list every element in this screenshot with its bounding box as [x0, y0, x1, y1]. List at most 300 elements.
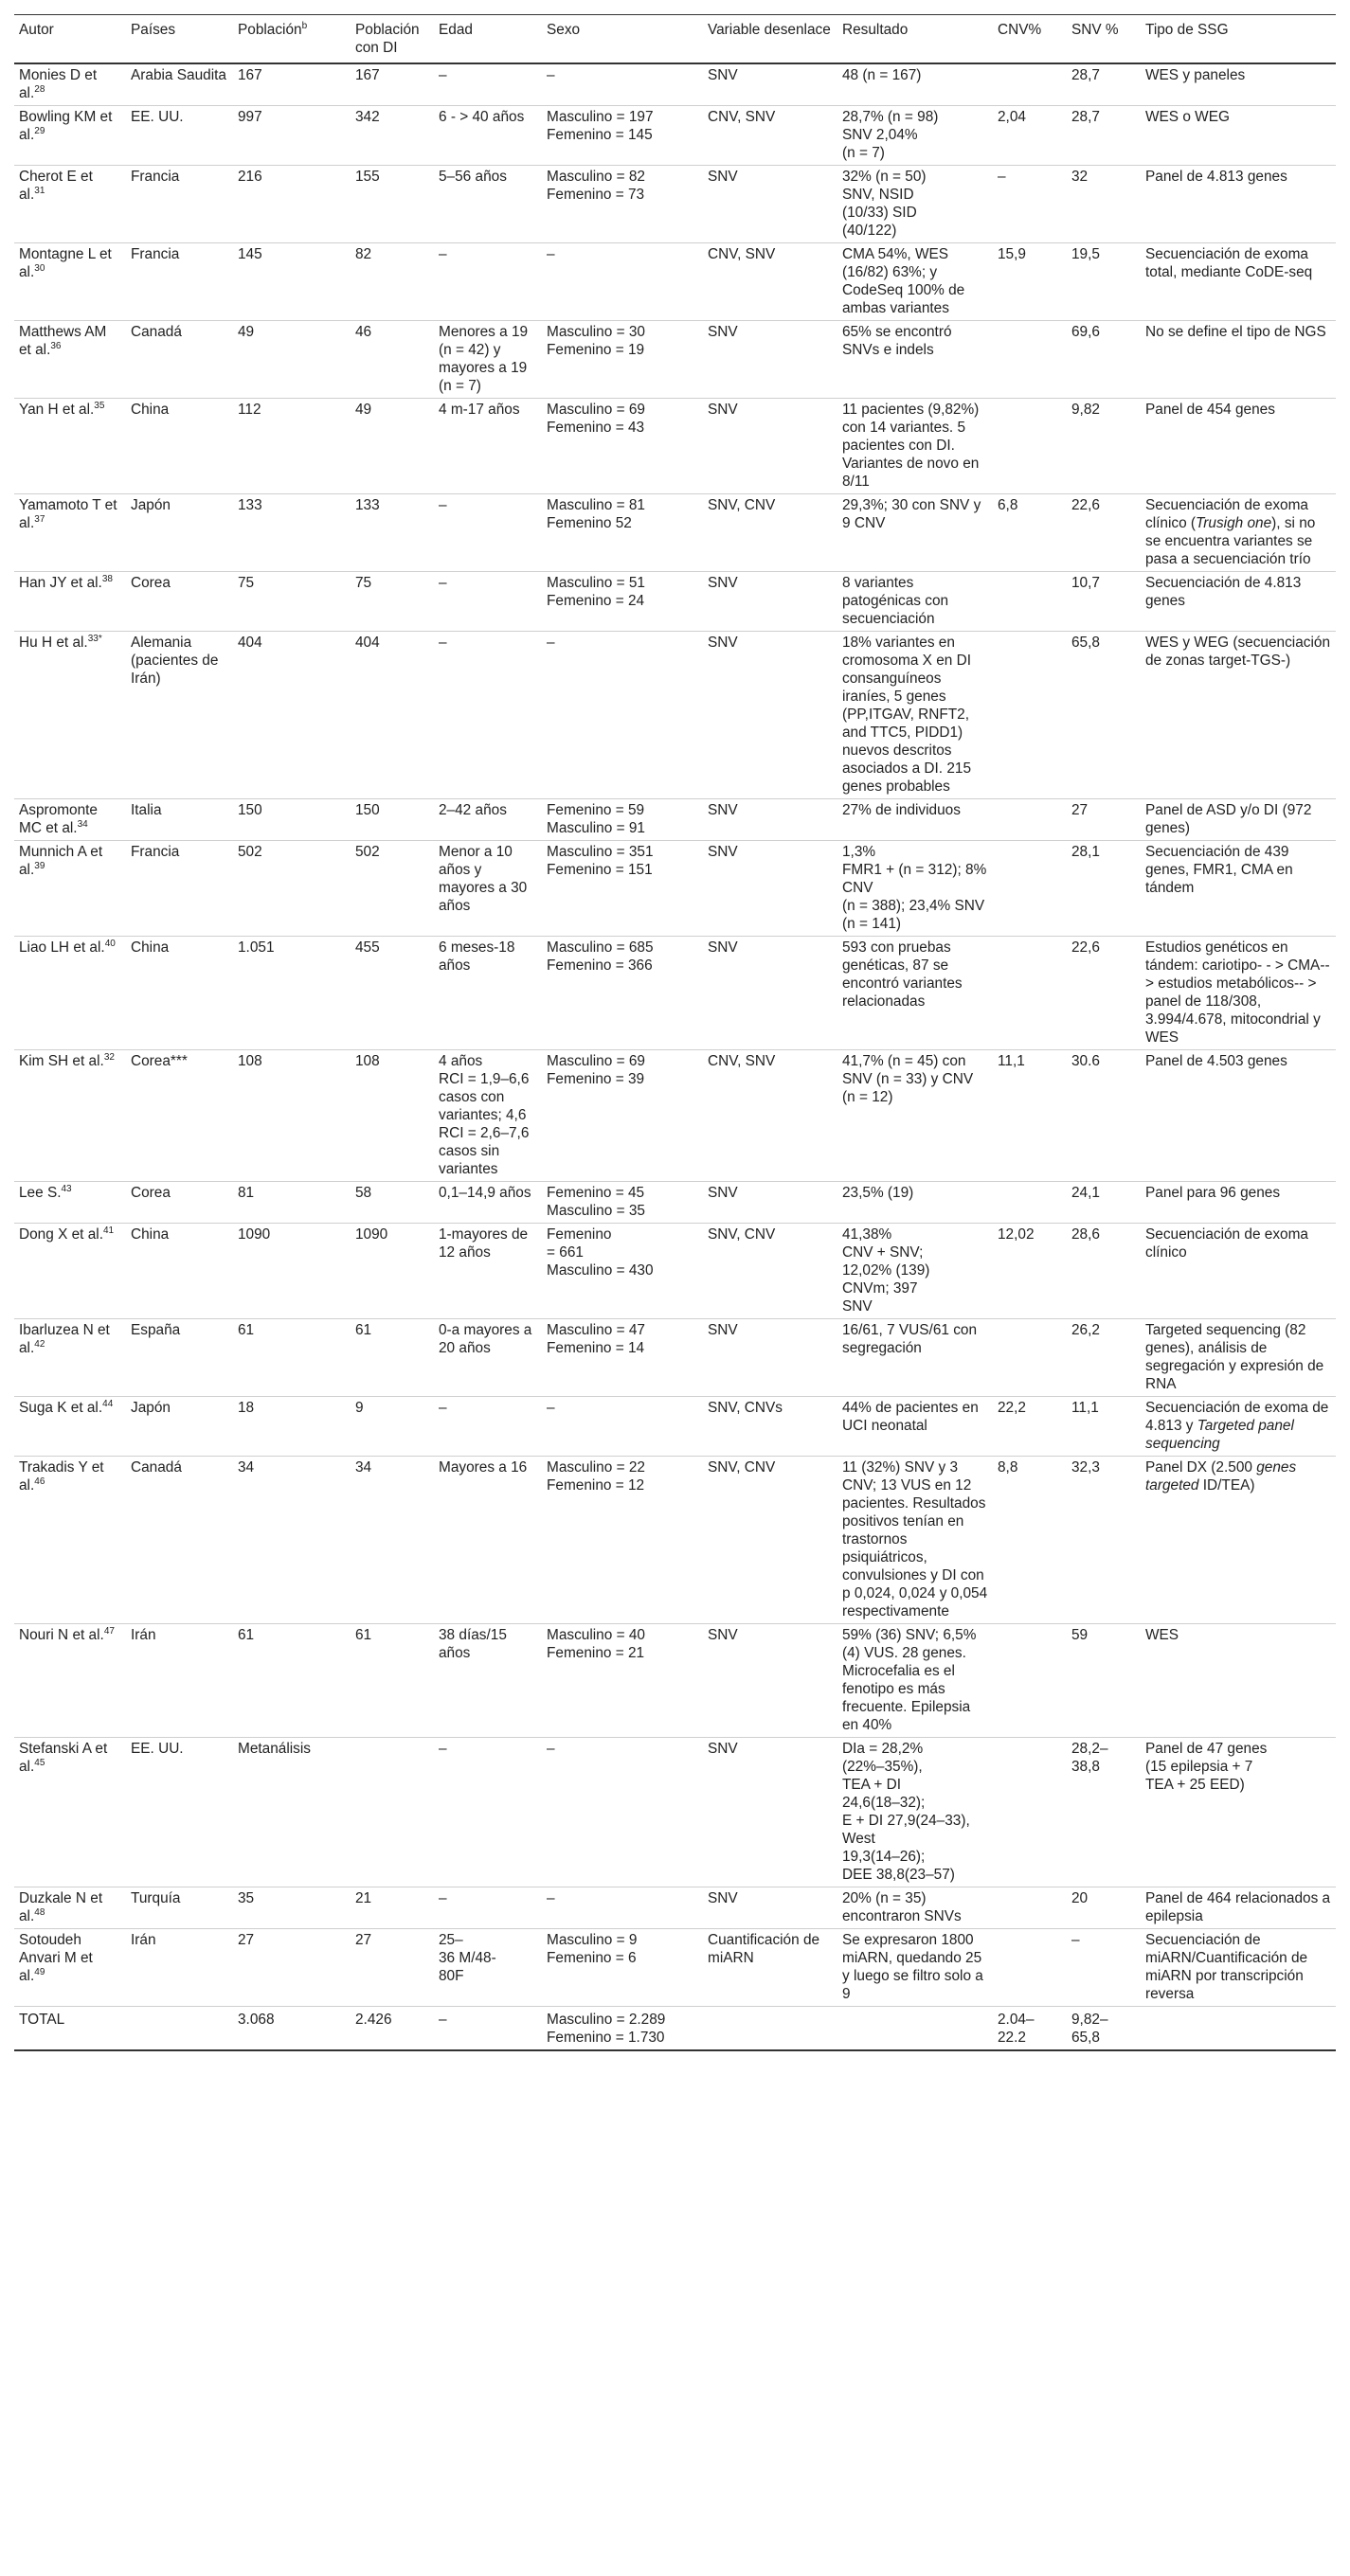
cell-variable: SNV [703, 1738, 837, 1887]
cell-tipo: Panel para 96 genes [1141, 1182, 1336, 1224]
tipo-text-pre: Secuenciación de exoma clínico ( [1145, 497, 1308, 531]
cell-pais: China [126, 937, 233, 1050]
cell-edad: Menor a 10 años y mayores a 30 años [434, 841, 542, 937]
cell-autor [14, 1624, 126, 1738]
cell-autor [14, 1319, 126, 1397]
cell-edad: 5–56 años [434, 166, 542, 243]
table-row [14, 1319, 1336, 1397]
cell-variable: SNV [703, 572, 837, 632]
table-row [14, 1887, 1336, 1929]
cell-poblacion-di [351, 1738, 434, 1887]
reference-number: 39 [34, 860, 45, 871]
cell-autor [14, 1457, 126, 1624]
cell-edad: 6 - > 40 años [434, 106, 542, 166]
total-tipo [1141, 2007, 1336, 2051]
reference-number: 38 [101, 573, 113, 584]
cell-sexo: Masculino = 51 Femenino = 24 [542, 572, 703, 632]
cell-autor [14, 494, 126, 572]
table-row [14, 106, 1336, 166]
header-snv: SNV % [1067, 15, 1141, 64]
cell-tipo [1141, 494, 1336, 572]
cell-cnv [993, 1929, 1067, 2007]
cell-tipo [1141, 1457, 1336, 1624]
cell-pais: Japón [126, 494, 233, 572]
author-name: Suga K et al. [19, 1400, 103, 1416]
cell-poblacion: 133 [233, 494, 351, 572]
cell-poblacion: 112 [233, 399, 351, 494]
cell-resultado: 27% de individuos [837, 799, 993, 841]
cell-cnv: 2,04 [993, 106, 1067, 166]
total-edad: – [434, 2007, 542, 2051]
cell-variable: SNV [703, 1887, 837, 1929]
cell-cnv [993, 1738, 1067, 1887]
cell-sexo: Masculino = 22 Femenino = 12 [542, 1457, 703, 1624]
cell-poblacion-di: 27 [351, 1929, 434, 2007]
reference-number: 28 [34, 83, 45, 95]
cell-snv: 30.6 [1067, 1050, 1141, 1182]
reference-number: 44 [102, 1398, 114, 1409]
cell-cnv [993, 1624, 1067, 1738]
cell-poblacion: 81 [233, 1182, 351, 1224]
cell-edad: – [434, 1738, 542, 1887]
tipo-text-pre: Panel DX (2.500 [1145, 1459, 1257, 1476]
tipo-text-pre: Secuenciación de exoma de 4.813 y [1145, 1400, 1329, 1434]
cell-snv: 28,7 [1067, 106, 1141, 166]
cell-resultado: 48 (n = 167) [837, 63, 993, 106]
cell-sexo: Masculino = 69 Femenino = 39 [542, 1050, 703, 1182]
cell-edad: – [434, 63, 542, 106]
cell-poblacion: 61 [233, 1624, 351, 1738]
cell-cnv [993, 632, 1067, 799]
cell-pais: Canadá [126, 321, 233, 399]
table-container [14, 14, 1336, 2051]
cell-edad: 4 m-17 años [434, 399, 542, 494]
cell-sexo: Masculino = 9 Femenino = 6 [542, 1929, 703, 2007]
reference-number: 46 [34, 1476, 45, 1487]
cell-poblacion-di: 61 [351, 1319, 434, 1397]
cell-variable: SNV, CNV [703, 1457, 837, 1624]
cell-snv: 9,82 [1067, 399, 1141, 494]
cell-resultado: CMA 54%, WES (16/82) 63%; y CodeSeq 100% de ambas variantes [837, 243, 993, 321]
header-resultado: Resultado [837, 15, 993, 64]
cell-poblacion-di: 455 [351, 937, 434, 1050]
cell-autor [14, 63, 126, 106]
cell-poblacion: 404 [233, 632, 351, 799]
cell-variable: SNV, CNV [703, 1224, 837, 1319]
reference-number: 36 [50, 340, 62, 351]
reference-number: 31 [34, 185, 45, 196]
cell-poblacion: 216 [233, 166, 351, 243]
cell-edad: – [434, 1887, 542, 1929]
reference-number: 43 [61, 1183, 72, 1194]
cell-tipo: Secuenciación de 439 genes, FMR1, CMA en tándem [1141, 841, 1336, 937]
cell-resultado: 32% (n = 50) SNV, NSID (10/33) SID (40/122) [837, 166, 993, 243]
total-pais [126, 2007, 233, 2051]
author-name: Sotoudeh Anvari M et al. [19, 1932, 93, 1984]
total-cnv: 2.04– 22.2 [993, 2007, 1067, 2051]
cell-autor [14, 1224, 126, 1319]
cell-pais: Turquía [126, 1887, 233, 1929]
cell-variable: SNV [703, 321, 837, 399]
cell-resultado: 11 (32%) SNV y 3 CNV; 13 VUS en 12 pacientes. Resultados positivos tenían en trastornos psiquiátricos, convulsiones y DI con p 0,024, 0,024 y 0,054 respectivamente [837, 1457, 993, 1624]
table-row [14, 494, 1336, 572]
cell-autor [14, 1397, 126, 1457]
header-poblacion [233, 15, 351, 64]
cell-poblacion: Metanálisis [233, 1738, 351, 1887]
cell-sexo: Masculino = 685 Femenino = 366 [542, 937, 703, 1050]
cell-resultado: 41,7% (n = 45) con SNV (n = 33) y CNV (n = 12) [837, 1050, 993, 1182]
cell-sexo: Masculino = 82 Femenino = 73 [542, 166, 703, 243]
cell-pais: Canadá [126, 1457, 233, 1624]
cell-autor [14, 799, 126, 841]
table-row [14, 243, 1336, 321]
cell-snv: 28,6 [1067, 1224, 1141, 1319]
cell-cnv: – [993, 166, 1067, 243]
table-row [14, 1397, 1336, 1457]
cell-cnv [993, 1182, 1067, 1224]
cell-sexo: – [542, 63, 703, 106]
cell-tipo: Estudios genéticos en tándem: cariotipo- - > CMA-- > estudios metabólicos-- > panel de 118/308, 3.994/4.678, mitocondrial y WES [1141, 937, 1336, 1050]
cell-edad: 6 meses-18 años [434, 937, 542, 1050]
cell-poblacion: 61 [233, 1319, 351, 1397]
reference-number: 32 [103, 1051, 115, 1063]
reference-number: 30 [34, 262, 45, 274]
total-poblacion-di: 2.426 [351, 2007, 434, 2051]
cell-pais: Francia [126, 841, 233, 937]
total-variable [703, 2007, 837, 2051]
cell-poblacion-di: 58 [351, 1182, 434, 1224]
author-name: Aspromonte MC et al. [19, 802, 98, 836]
cell-sexo: – [542, 1397, 703, 1457]
author-name: Dong X et al. [19, 1226, 103, 1243]
cell-cnv: 12,02 [993, 1224, 1067, 1319]
table-row [14, 1050, 1336, 1182]
cell-cnv [993, 799, 1067, 841]
cell-edad: 38 días/15 años [434, 1624, 542, 1738]
cell-cnv: 11,1 [993, 1050, 1067, 1182]
cell-poblacion: 35 [233, 1887, 351, 1929]
cell-pais: China [126, 1224, 233, 1319]
header-row [14, 15, 1336, 64]
cell-cnv: 8,8 [993, 1457, 1067, 1624]
cell-tipo: WES y paneles [1141, 63, 1336, 106]
cell-edad: – [434, 572, 542, 632]
cell-sexo: – [542, 1738, 703, 1887]
author-name: Munnich A et al. [19, 844, 103, 878]
header-poblacion-label: Población [238, 22, 302, 38]
reference-number: 34 [77, 818, 88, 830]
cell-autor [14, 1929, 126, 2007]
cell-resultado: 20% (n = 35) encontraron SNVs [837, 1887, 993, 1929]
cell-edad: Mayores a 16 [434, 1457, 542, 1624]
cell-pais: España [126, 1319, 233, 1397]
cell-pais: EE. UU. [126, 1738, 233, 1887]
cell-pais: Japón [126, 1397, 233, 1457]
cell-tipo: No se define el tipo de NGS [1141, 321, 1336, 399]
cell-pais: Irán [126, 1624, 233, 1738]
reference-number: 49 [34, 1966, 45, 1977]
cell-edad: – [434, 494, 542, 572]
cell-tipo: Panel de 464 relacionados a epilepsia [1141, 1887, 1336, 1929]
cell-poblacion: 502 [233, 841, 351, 937]
cell-poblacion-di: 502 [351, 841, 434, 937]
reference-number: 40 [104, 938, 116, 949]
cell-cnv [993, 1887, 1067, 1929]
cell-sexo: Masculino = 197 Femenino = 145 [542, 106, 703, 166]
cell-snv: 26,2 [1067, 1319, 1141, 1397]
cell-variable: CNV, SNV [703, 1050, 837, 1182]
table-header [14, 15, 1336, 64]
cell-variable: SNV [703, 937, 837, 1050]
table-row [14, 1929, 1336, 2007]
cell-poblacion-di: 108 [351, 1050, 434, 1182]
total-resultado [837, 2007, 993, 2051]
cell-resultado: 29,3%; 30 con SNV y 9 CNV [837, 494, 993, 572]
header-paises: Países [126, 15, 233, 64]
cell-snv: 28,1 [1067, 841, 1141, 937]
author-name: Yan H et al. [19, 402, 95, 418]
cell-cnv [993, 841, 1067, 937]
cell-variable: SNV [703, 841, 837, 937]
cell-poblacion: 1090 [233, 1224, 351, 1319]
cell-variable: SNV [703, 632, 837, 799]
cell-pais: Francia [126, 166, 233, 243]
table-row [14, 841, 1336, 937]
cell-variable: CNV, SNV [703, 106, 837, 166]
cell-resultado: 28,7% (n = 98) SNV 2,04% (n = 7) [837, 106, 993, 166]
cell-pais: China [126, 399, 233, 494]
cell-resultado: 593 con pruebas genéticas, 87 se encontró variantes relacionadas [837, 937, 993, 1050]
cell-sexo: Masculino = 30 Femenino = 19 [542, 321, 703, 399]
header-variable: Variable desenlace [703, 15, 837, 64]
tipo-text-italic: Trusigh one [1196, 515, 1272, 531]
cell-pais: Arabia Saudita [126, 63, 233, 106]
header-poblacion-footnote: b [301, 20, 308, 31]
cell-snv: 59 [1067, 1624, 1141, 1738]
cell-autor [14, 1182, 126, 1224]
cell-autor [14, 572, 126, 632]
author-name: Hu H et al. [19, 635, 88, 651]
table-row [14, 321, 1336, 399]
cell-pais: Corea*** [126, 1050, 233, 1182]
cell-pais: Italia [126, 799, 233, 841]
cell-cnv [993, 399, 1067, 494]
total-snv: 9,82– 65,8 [1067, 2007, 1141, 2051]
cell-autor [14, 106, 126, 166]
reference-number: 29 [34, 125, 45, 136]
author-name: Matthews AM et al. [19, 324, 107, 358]
cell-poblacion: 18 [233, 1397, 351, 1457]
cell-variable: SNV, CNVs [703, 1397, 837, 1457]
reference-number: 47 [103, 1625, 115, 1637]
author-name: Yamamoto T et al. [19, 497, 117, 531]
cell-resultado: 65% se encontró SNVs e indels [837, 321, 993, 399]
cell-tipo: Panel de 4.503 genes [1141, 1050, 1336, 1182]
table-row [14, 799, 1336, 841]
cell-poblacion: 145 [233, 243, 351, 321]
cell-cnv: 6,8 [993, 494, 1067, 572]
cell-autor [14, 243, 126, 321]
cell-sexo: Masculino = 81 Femenino 52 [542, 494, 703, 572]
author-name: Montagne L et al. [19, 246, 112, 280]
cell-snv: 20 [1067, 1887, 1141, 1929]
cell-edad: 0-a mayores a 20 años [434, 1319, 542, 1397]
cell-snv: 32,3 [1067, 1457, 1141, 1624]
header-autor: Autor [14, 15, 126, 64]
table-row [14, 63, 1336, 106]
cell-poblacion: 150 [233, 799, 351, 841]
cell-snv: 22,6 [1067, 937, 1141, 1050]
cell-edad: 1-mayores de 12 años [434, 1224, 542, 1319]
cell-snv: 65,8 [1067, 632, 1141, 799]
cell-poblacion-di: 404 [351, 632, 434, 799]
tipo-text-italic: Targeted panel sequencing [1145, 1418, 1294, 1452]
cell-autor [14, 399, 126, 494]
cell-cnv [993, 572, 1067, 632]
cell-poblacion-di: 133 [351, 494, 434, 572]
cell-resultado: 16/61, 7 VUS/61 con segregación [837, 1319, 993, 1397]
cell-variable: SNV [703, 166, 837, 243]
cell-pais: Alemania (pacientes de Irán) [126, 632, 233, 799]
cell-variable: SNV, CNV [703, 494, 837, 572]
cell-snv: 28,7 [1067, 63, 1141, 106]
table-row [14, 1457, 1336, 1624]
cell-cnv [993, 937, 1067, 1050]
table-body [14, 63, 1336, 2050]
table-row [14, 1738, 1336, 1887]
cell-edad: 2–42 años [434, 799, 542, 841]
cell-snv: – [1067, 1929, 1141, 2007]
cell-snv: 24,1 [1067, 1182, 1141, 1224]
cell-autor [14, 632, 126, 799]
cell-poblacion-di: 61 [351, 1624, 434, 1738]
cell-edad: – [434, 632, 542, 799]
total-sexo: Masculino = 2.289 Femenino = 1.730 [542, 2007, 703, 2051]
cell-poblacion: 75 [233, 572, 351, 632]
cell-snv: 28,2– 38,8 [1067, 1738, 1141, 1887]
cell-autor [14, 166, 126, 243]
ssg-studies-table [14, 14, 1336, 2051]
cell-variable: SNV [703, 799, 837, 841]
cell-autor [14, 1050, 126, 1182]
cell-cnv [993, 63, 1067, 106]
cell-variable: Cuantificación de miARN [703, 1929, 837, 2007]
cell-edad: 25– 36 M/48- 80F [434, 1929, 542, 2007]
cell-sexo: Masculino = 40 Femenino = 21 [542, 1624, 703, 1738]
header-edad: Edad [434, 15, 542, 64]
tipo-text-post: ), si no se encuentra variantes se pasa a secuenciación trío [1145, 515, 1316, 567]
cell-poblacion-di: 9 [351, 1397, 434, 1457]
cell-autor [14, 841, 126, 937]
cell-poblacion-di: 150 [351, 799, 434, 841]
cell-variable: CNV, SNV [703, 243, 837, 321]
author-name: Lee S. [19, 1185, 62, 1201]
author-name: Trakadis Y et al. [19, 1459, 104, 1494]
cell-tipo: Secuenciación de exoma total, mediante CoDE-seq [1141, 243, 1336, 321]
cell-poblacion: 997 [233, 106, 351, 166]
cell-pais: Corea [126, 1182, 233, 1224]
cell-snv: 10,7 [1067, 572, 1141, 632]
cell-variable: SNV [703, 399, 837, 494]
cell-resultado: 8 variantes patogénicas con secuenciación [837, 572, 993, 632]
cell-poblacion-di: 75 [351, 572, 434, 632]
reference-number: 41 [102, 1225, 115, 1236]
cell-tipo [1141, 1397, 1336, 1457]
table-row [14, 572, 1336, 632]
cell-tipo: Secuenciación de miARN/Cuantificación de miARN por transcripción reversa [1141, 1929, 1336, 2007]
cell-edad: – [434, 243, 542, 321]
cell-variable: SNV [703, 1319, 837, 1397]
header-tipo: Tipo de SSG [1141, 15, 1336, 64]
cell-poblacion: 108 [233, 1050, 351, 1182]
total-poblacion: 3.068 [233, 2007, 351, 2051]
table-row [14, 399, 1336, 494]
author-name: Liao LH et al. [19, 939, 105, 956]
header-cnv: CNV% [993, 15, 1067, 64]
cell-poblacion-di: 1090 [351, 1224, 434, 1319]
cell-resultado: DIa = 28,2% (22%–35%), TEA + DI 24,6(18–32); E + DI 27,9(24–33), West 19,3(14–26); DEE 38,8(23–57) [837, 1738, 993, 1887]
cell-poblacion-di: 46 [351, 321, 434, 399]
author-name: Monies D et al. [19, 67, 98, 101]
author-name: Kim SH et al. [19, 1053, 104, 1069]
table-row [14, 937, 1336, 1050]
cell-sexo: Masculino = 47 Femenino = 14 [542, 1319, 703, 1397]
table-row [14, 1224, 1336, 1319]
cell-tipo: Secuenciación de 4.813 genes [1141, 572, 1336, 632]
cell-pais: EE. UU. [126, 106, 233, 166]
cell-edad: Menores a 19 (n = 42) y mayores a 19 (n = 7) [434, 321, 542, 399]
table-row [14, 1182, 1336, 1224]
cell-snv: 27 [1067, 799, 1141, 841]
cell-snv: 11,1 [1067, 1397, 1141, 1457]
cell-sexo: – [542, 632, 703, 799]
cell-pais: Irán [126, 1929, 233, 2007]
cell-sexo: Masculino = 69 Femenino = 43 [542, 399, 703, 494]
cell-cnv [993, 321, 1067, 399]
author-name: Han JY et al. [19, 575, 102, 591]
cell-tipo: Panel de 454 genes [1141, 399, 1336, 494]
author-name: Stefanski A et al. [19, 1741, 108, 1775]
cell-tipo: Secuenciación de exoma clínico [1141, 1224, 1336, 1319]
cell-autor [14, 321, 126, 399]
reference-number: 35 [94, 400, 105, 411]
cell-resultado: Se expresaron 1800 miARN, quedando 25 y luego se filtro solo a 9 [837, 1929, 993, 2007]
cell-tipo: Targeted sequencing (82 genes), análisis de segregación y expresión de RNA [1141, 1319, 1336, 1397]
cell-sexo: – [542, 1887, 703, 1929]
cell-resultado: 18% variantes en cromosoma X en DI consanguíneos iraníes, 5 genes (PP,ITGAV, RNFT2, and TTC5, PIDD1) nuevos descritos asociados a DI. 215 genes probables [837, 632, 993, 799]
cell-poblacion-di: 21 [351, 1887, 434, 1929]
cell-tipo: WES y WEG (secuenciación de zonas target-TGS-) [1141, 632, 1336, 799]
cell-poblacion-di: 167 [351, 63, 434, 106]
cell-pais: Francia [126, 243, 233, 321]
cell-poblacion-di: 155 [351, 166, 434, 243]
cell-edad: 0,1–14,9 años [434, 1182, 542, 1224]
cell-variable: SNV [703, 1624, 837, 1738]
cell-snv: 32 [1067, 166, 1141, 243]
cell-pais: Corea [126, 572, 233, 632]
reference-number: 48 [34, 1906, 45, 1918]
cell-poblacion-di: 34 [351, 1457, 434, 1624]
cell-resultado: 1,3% FMR1 + (n = 312); 8% CNV (n = 388); 23,4% SNV (n = 141) [837, 841, 993, 937]
cell-poblacion: 49 [233, 321, 351, 399]
total-label: TOTAL [14, 2007, 126, 2051]
table-row [14, 632, 1336, 799]
cell-poblacion: 34 [233, 1457, 351, 1624]
cell-resultado: 11 pacientes (9,82%) con 14 variantes. 5 pacientes con DI. Variantes de novo en 8/11 [837, 399, 993, 494]
total-row [14, 2007, 1336, 2051]
cell-sexo: Masculino = 351 Femenino = 151 [542, 841, 703, 937]
reference-number: 37 [34, 513, 45, 525]
